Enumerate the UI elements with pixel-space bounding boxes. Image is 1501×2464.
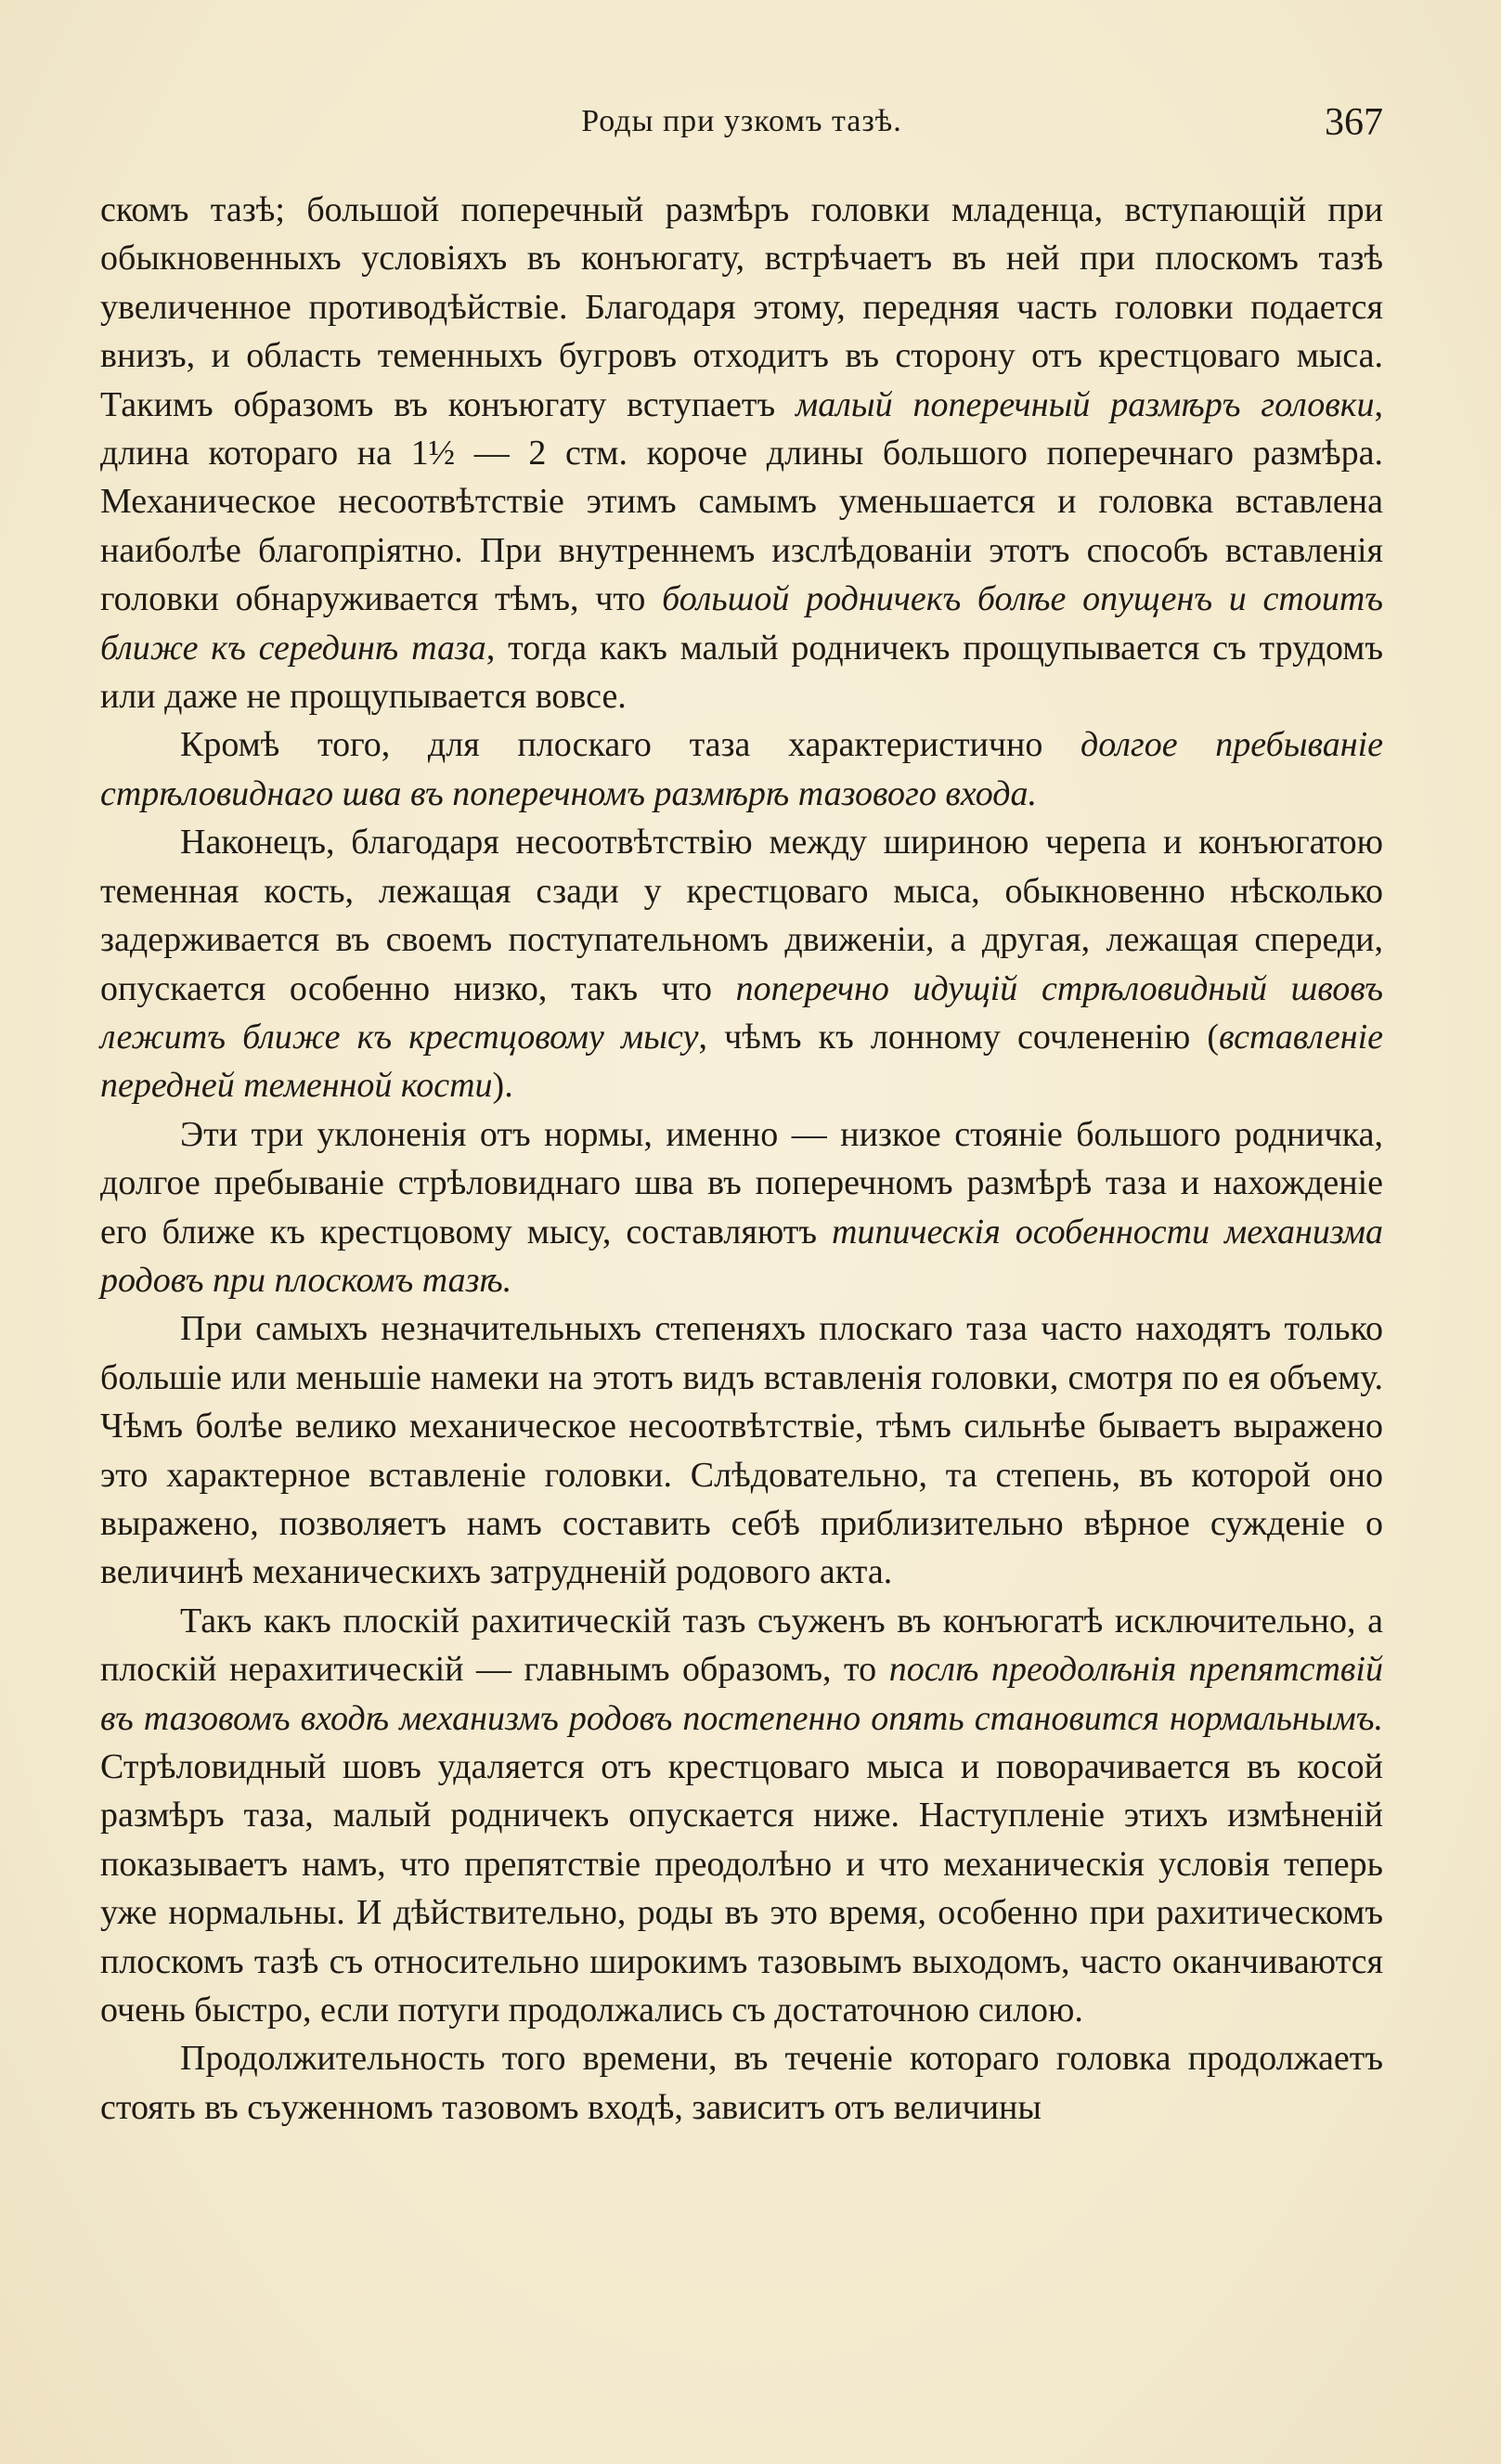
text-span: , тогда какъ малый родничекъ прощупывается съ трудомъ или даже не прощупывается вовсе. bbox=[100, 628, 1384, 717]
italic-span: послѣ преодолѣнія препятствій въ тазовомъ входѣ механизмъ родовъ постепенно опять становится нормальнымъ. bbox=[100, 1650, 1383, 1738]
paragraph-3 bbox=[100, 818, 1383, 1109]
body-text bbox=[100, 186, 1383, 2132]
paragraph-1 bbox=[100, 186, 1383, 720]
text-span: ). bbox=[492, 1066, 513, 1106]
text-span: Такъ какъ плоскій рахитическій тазъ съуженъ въ конъюгатѣ исключительно, а плоскій нерахитическій — главнымъ образомъ, то bbox=[100, 1601, 1383, 1690]
italic-span: большой родничекъ болѣе опущенъ и стоитъ ближе къ серединѣ таза bbox=[100, 579, 1383, 668]
text-span: , длина котораго на 1½ — 2 стм. короче длины большого поперечнаго размѣра. Механическое несоотвѣтствіе этимъ самымъ уменьшается и головка вставлена наиболѣе благопріятно. При внутреннемъ изслѣдованіи этотъ способъ вставленія головки обнаруживается тѣмъ, что bbox=[100, 384, 1383, 619]
running-head bbox=[100, 100, 1383, 156]
text-span: Наконецъ, благодаря несоотвѣтствію между шириною черепа и конъюгатою теменная кость, лежащая сзади у крестцоваго мыса, обыкновенно нѣсколько задерживается въ своемъ поступательномъ движеніи, а другая, лежащая спереди, опускается особенно низко, такъ что bbox=[100, 823, 1383, 1008]
italic-span: поперечно идущій стрѣловидный швовъ лежитъ ближе къ крестцовому мысу bbox=[100, 968, 1383, 1057]
text-span: При самыхъ незначительныхъ степеняхъ плоскаго таза часто находятъ только большіе или меньшіе намеки на этотъ видъ вставленія головки, смотря по ея объему. Чѣмъ болѣе велико механическое несоотвѣтствіе, тѣмъ сильнѣе бываетъ выражено это характерное вставленіе головки. Слѣдовательно, та степень, въ которой оно выражено, позволяетъ намъ составить себѣ приблизительно вѣрное сужденіе о величинѣ механическихъ затрудненій родового акта. bbox=[100, 1309, 1383, 1592]
italic-span: вставленіе передней теменной кости bbox=[100, 1017, 1383, 1106]
text-span: , чѣмъ къ лонному сочлененію ( bbox=[698, 1017, 1220, 1057]
paragraph-2 bbox=[100, 720, 1383, 818]
paragraph-7 bbox=[100, 2034, 1383, 2132]
paragraph-6 bbox=[100, 1597, 1383, 2035]
text-span: Продолжительность того времени, въ теченіе котораго головка продолжаетъ стоять въ съуженномъ тазовомъ входѣ, зависитъ отъ величины bbox=[100, 2039, 1383, 2127]
running-title: Роды при узкомъ тазѣ. bbox=[581, 104, 902, 138]
italic-span: типическія особенности механизма родовъ при плоскомъ тазѣ. bbox=[100, 1212, 1384, 1300]
text-span: Кромѣ того, для плоскаго таза характеристично bbox=[180, 725, 1081, 765]
text-span: Эти три уклоненія отъ нормы, именно — низкое стояніе большого родничка, долгое пребываніе стрѣловиднаго шва въ поперечномъ размѣрѣ таза и нахожденіе его ближе къ крестцовому мысу, составляютъ bbox=[100, 1114, 1383, 1251]
paragraph-4 bbox=[100, 1110, 1383, 1305]
italic-span: долгое пребываніе стрѣловиднаго шва въ поперечномъ размѣрѣ тазового входа. bbox=[100, 725, 1383, 813]
text-span: скомъ тазѣ; большой поперечный размѣръ головки младенца, вступающій при обыкновенныхъ условіяхъ въ конъюгату, встрѣчаетъ въ ней при плоскомъ тазѣ увеличенное противодѣйствіе. Благодаря этому, передняя часть головки подается внизъ, и область теменныхъ бугровъ отходитъ въ сторону отъ крестцоваго мыса. Такимъ образомъ въ конъюгату вступаетъ bbox=[100, 190, 1383, 424]
paragraph-5 bbox=[100, 1304, 1383, 1596]
text-span: Стрѣловидный шовъ удаляется отъ крестцоваго мыса и поворачивается въ косой размѣръ таза, малый родничекъ опускается ниже. Наступленіе этихъ измѣненій показываетъ намъ, что препятствіе преодолѣно и что механическія условія теперь уже нормальны. И дѣйствительно, роды въ это время, особенно при рахитическомъ плоскомъ тазѣ съ относительно широкимъ тазовымъ выходомъ, часто оканчиваются очень быстро, если потуги продолжались съ достаточною силою. bbox=[100, 1747, 1383, 2030]
page-number: 367 bbox=[1325, 101, 1383, 144]
italic-span: малый поперечный размѣръ головки bbox=[796, 384, 1375, 424]
